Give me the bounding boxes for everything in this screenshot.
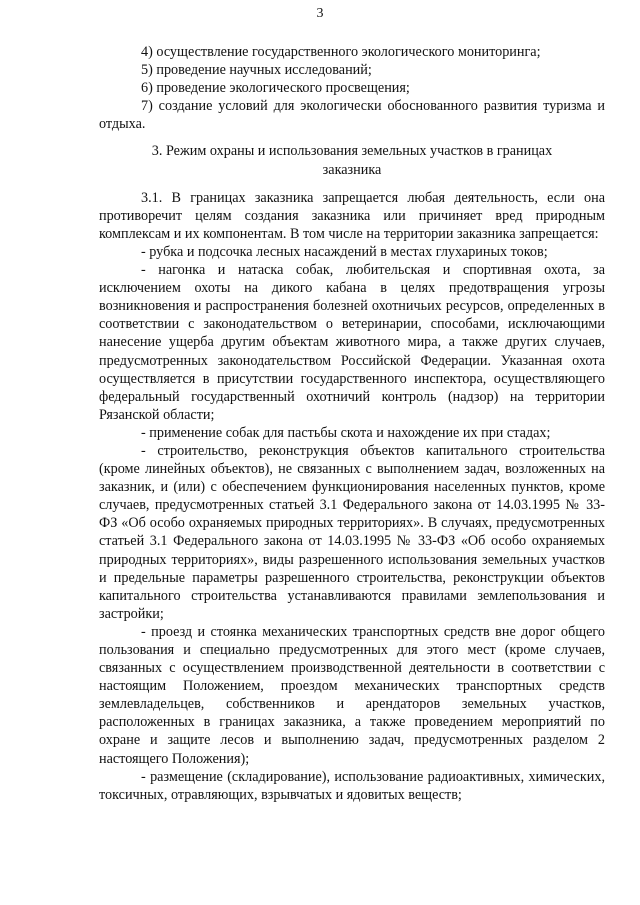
prohibition-item-vehicles: - проезд и стоянка механических транспортных средств вне дорог общего пользования и специально предусмотренных для этого мест (кроме случаев, связанных с осуществлением производственной деятельности в соответствии с настоящим Положением, проездом механических транспортных средств землевладельцев, собственников и арендаторов земельных участков, расположенных в границах заказника, а также проведением мероприятий по охране и защите лесов и выполнению задач, предусмотренных разделом 2 настоящего Положения);: [99, 623, 605, 767]
document-body: [99, 43, 605, 804]
list-item-monitoring: 4) осуществление государственного экологического мониторинга;: [141, 44, 541, 60]
section-heading: 3. Режим охраны и использования земельных участков в границах заказника: [151, 143, 553, 178]
prohibition-item-hunting: - нагонка и натаска собак, любительская и спортивная охота, за исключением охоты на дикого кабана в целях предотвращения угрозы возникновения и распространения болезней охотничьих ресурсов, определенных в соответствии с законодательством о ветеринарии, способами, исключающими нанесение ущерба другим объектам животного мира, а также других случаев, предусмотренных законодательством Российской Федерации. Указанная охота осуществляется в присутствии государственного инспектора, осуществляющего федеральный государственный охотничий контроль (надзор) на территории Рязанской области;: [99, 262, 605, 423]
prohibition-item-logging: - рубка и подсочка лесных насаждений в местах глухариных токов;: [141, 243, 548, 260]
prohibition-item-dogs: - применение собак для пастьбы скота и нахождение их при стадах;: [141, 424, 551, 441]
page-number: 3: [316, 6, 324, 21]
section-intro-paragraph: 3.1. В границах заказника запрещается любая деятельность, если она противоречит целям создания заказника или причиняет вред природным комплексам и их компонентам. В том числе на территории заказника запрещается:: [99, 189, 605, 242]
list-item-research: 5) проведение научных исследований;: [141, 62, 372, 79]
prohibition-item-hazardous-substances: - размещение (складирование), использование радиоактивных, химических, токсичных, отравляющих, взрывчатых и ядовитых веществ;: [99, 768, 605, 803]
prohibition-item-construction: - строительство, реконструкция объектов капитального строительства (кроме линейных объектов), не связанных с выполнением задач, возложенных на заказник, и (или) с обеспечением функционирования населенных пунктов, кроме случаев, предусмотренных статьей 3.1 Федерального закона от 14.03.1995 № 33-ФЗ «Об особо охраняемых природных территориях». В случаях, предусмотренных статьей 3.1 Федерального закона от 14.03.1995 № 33-ФЗ «Об особо охраняемых природных территориях», виды разрешенного использования земельных участков и предельные параметры разрешенного строительства, реконструкции объектов капитального строительства устанавливаются правилами землепользования и застройки;: [99, 442, 605, 622]
list-item-tourism: 7) создание условий для экологически обоснованного развития туризма и отдыха.: [99, 98, 605, 133]
list-item-education: 6) проведение экологического просвещения;: [141, 80, 410, 97]
